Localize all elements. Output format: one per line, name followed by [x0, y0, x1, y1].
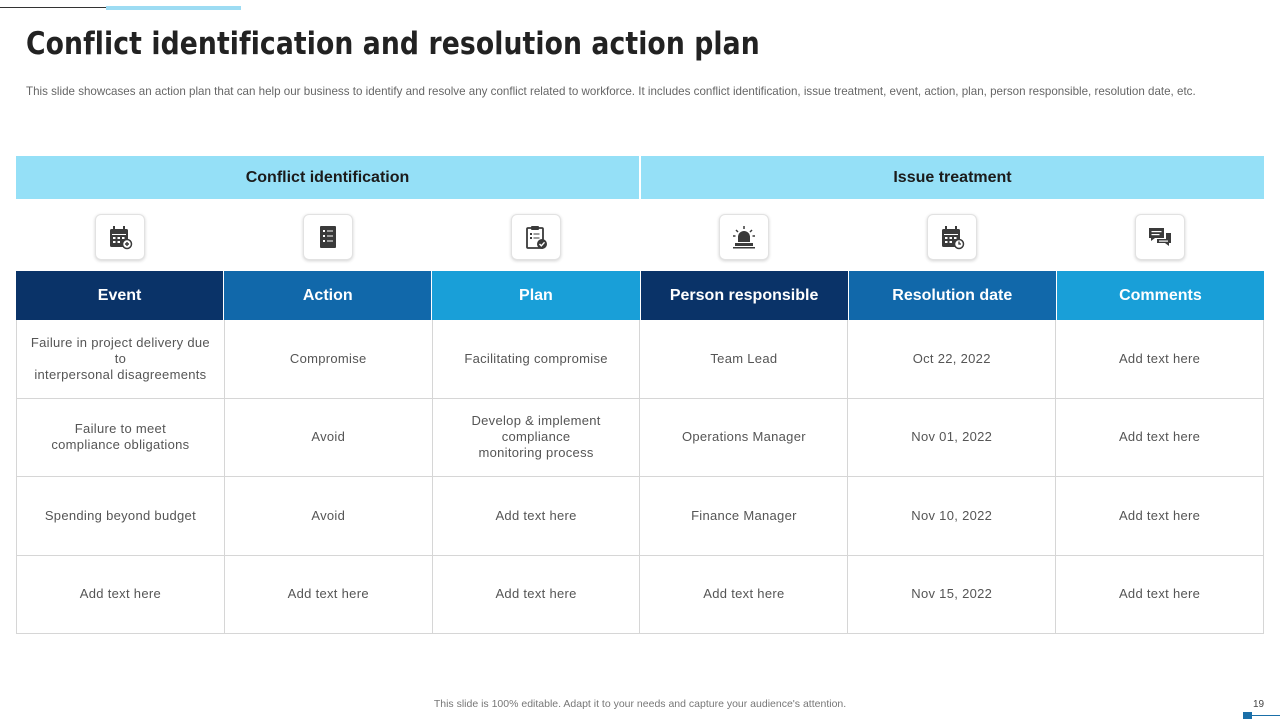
column-header-action: Action — [224, 271, 432, 320]
table-row — [17, 556, 1264, 635]
table-cell-comments: Add text here — [1056, 320, 1264, 398]
table-cell-comments: Add text here — [1056, 477, 1264, 555]
column-header-event: Event — [16, 271, 224, 320]
table-cell-person-responsible: Add text here — [640, 556, 848, 634]
table-cell-action: Avoid — [225, 399, 433, 477]
table-cell-plan: Add text here — [433, 556, 641, 634]
top-accent-line-light — [106, 6, 241, 10]
footer-note: This slide is 100% editable. Adapt it to your needs and capture your audience's attention. — [433, 698, 847, 710]
table-cell-comments: Add text here — [1056, 399, 1264, 477]
table-cell-event: Failure to meet compliance obligations — [17, 399, 225, 477]
table-cell-resolution-date: Nov 15, 2022 — [848, 556, 1056, 634]
table-cell-person-responsible: Team Lead — [640, 320, 848, 398]
action-plan-table — [16, 271, 1264, 634]
alarm-siren-icon — [719, 214, 769, 260]
table-cell-resolution-date: Nov 10, 2022 — [848, 477, 1056, 555]
table-cell-comments: Add text here — [1056, 556, 1264, 634]
top-accent-line-dark — [0, 7, 106, 8]
calendar-icon — [95, 214, 145, 260]
table-cell-event: Failure in project delivery due to interpersonal disagreements — [17, 320, 225, 398]
table-cell-action: Compromise — [225, 320, 433, 398]
clipboard-check-icon — [511, 214, 561, 260]
slide-title: Conflict identification and resolution action plan — [26, 26, 760, 62]
column-header-resolution-date: Resolution date — [849, 271, 1057, 320]
column-header-person-responsible: Person responsible — [641, 271, 849, 320]
icon-row — [16, 214, 1264, 262]
group-conflict-identification: Conflict identification — [16, 156, 639, 199]
table-cell-plan: Add text here — [433, 477, 641, 555]
checklist-icon — [303, 214, 353, 260]
column-header-comments: Comments — [1057, 271, 1264, 320]
column-header-plan: Plan — [432, 271, 640, 320]
table-cell-action: Avoid — [225, 477, 433, 555]
page-marker — [1243, 712, 1252, 719]
table-row — [17, 399, 1264, 478]
table-cell-resolution-date: Nov 01, 2022 — [848, 399, 1056, 477]
table-body — [16, 320, 1264, 634]
table-header-row — [16, 271, 1264, 320]
group-issue-treatment: Issue treatment — [639, 156, 1264, 199]
table-cell-resolution-date: Oct 22, 2022 — [848, 320, 1056, 398]
page-number: 19 — [1253, 699, 1265, 710]
group-header-band — [16, 156, 1264, 199]
calendar-clock-icon — [927, 214, 977, 260]
table-cell-action: Add text here — [225, 556, 433, 634]
table-cell-event: Add text here — [17, 556, 225, 634]
table-cell-event: Spending beyond budget — [17, 477, 225, 555]
table-cell-person-responsible: Finance Manager — [640, 477, 848, 555]
table-cell-plan: Develop & implement compliance monitoring process — [433, 399, 641, 477]
table-row — [17, 320, 1264, 399]
table-row — [17, 477, 1264, 556]
page-marker-line — [1252, 715, 1280, 716]
table-cell-person-responsible: Operations Manager — [640, 399, 848, 477]
table-cell-plan: Facilitating compromise — [433, 320, 641, 398]
slide-subtitle: This slide showcases an action plan that can help our business to identify and resolve any conflict related to workforce. It includes conflict identification, issue treatment, event, action, plan, person responsible, resolution date, etc. — [26, 85, 1196, 98]
chat-bubbles-icon — [1135, 214, 1185, 260]
